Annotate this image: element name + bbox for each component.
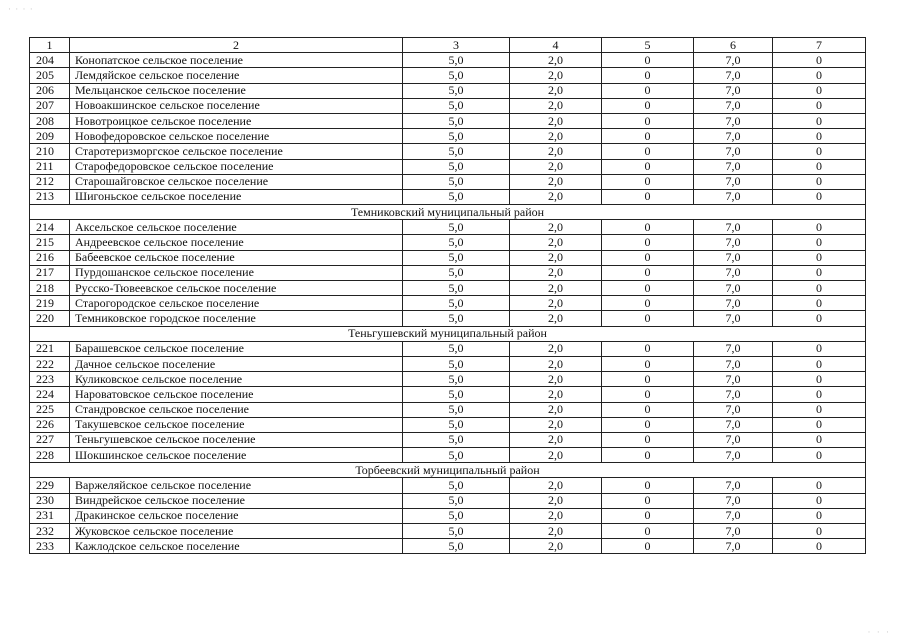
value-cell: 0 <box>602 53 694 68</box>
value-cell: 7,0 <box>694 372 773 387</box>
settlement-name: Аксельское сельское поселение <box>70 220 403 235</box>
row-number: 224 <box>30 387 70 402</box>
settlement-name: Старотеризморгское сельское поселение <box>70 144 403 159</box>
value-cell: 2,0 <box>510 68 602 83</box>
value-cell: 7,0 <box>694 341 773 356</box>
value-cell: 2,0 <box>510 53 602 68</box>
settlement-name: Куликовское сельское поселение <box>70 372 403 387</box>
value-cell: 2,0 <box>510 83 602 98</box>
value-cell: 7,0 <box>694 432 773 447</box>
value-cell: 7,0 <box>694 189 773 204</box>
value-cell: 5,0 <box>403 311 510 326</box>
table-body <box>30 53 866 554</box>
scan-mark-top: · · · · <box>8 4 34 14</box>
header-cell: 2 <box>70 38 403 53</box>
value-cell: 5,0 <box>403 417 510 432</box>
value-cell: 5,0 <box>403 341 510 356</box>
value-cell: 0 <box>773 113 866 128</box>
value-cell: 7,0 <box>694 113 773 128</box>
value-cell: 0 <box>602 387 694 402</box>
value-cell: 5,0 <box>403 448 510 463</box>
value-cell: 0 <box>773 508 866 523</box>
header-row <box>30 38 866 53</box>
value-cell: 0 <box>773 432 866 447</box>
table-row <box>30 159 866 174</box>
value-cell: 5,0 <box>403 432 510 447</box>
row-number: 211 <box>30 159 70 174</box>
value-cell: 2,0 <box>510 524 602 539</box>
settlement-name: Теньгушевское сельское поселение <box>70 432 403 447</box>
settlement-name: Конопатское сельское поселение <box>70 53 403 68</box>
row-number: 226 <box>30 417 70 432</box>
section-row <box>30 326 866 341</box>
value-cell: 2,0 <box>510 387 602 402</box>
value-cell: 2,0 <box>510 159 602 174</box>
value-cell: 0 <box>602 417 694 432</box>
value-cell: 0 <box>773 98 866 113</box>
value-cell: 5,0 <box>403 144 510 159</box>
table-row <box>30 113 866 128</box>
row-number: 221 <box>30 341 70 356</box>
header-cell: 1 <box>30 38 70 53</box>
value-cell: 0 <box>773 478 866 493</box>
value-cell: 7,0 <box>694 539 773 554</box>
value-cell: 7,0 <box>694 68 773 83</box>
table-row <box>30 417 866 432</box>
value-cell: 5,0 <box>403 493 510 508</box>
value-cell: 7,0 <box>694 508 773 523</box>
value-cell: 0 <box>602 356 694 371</box>
value-cell: 7,0 <box>694 493 773 508</box>
settlement-name: Пурдошанское сельское поселение <box>70 265 403 280</box>
row-number: 222 <box>30 356 70 371</box>
table-row <box>30 189 866 204</box>
value-cell: 7,0 <box>694 83 773 98</box>
value-cell: 2,0 <box>510 508 602 523</box>
settlement-name: Лемдяйское сельское поселение <box>70 68 403 83</box>
value-cell: 2,0 <box>510 220 602 235</box>
table-row <box>30 524 866 539</box>
settlement-name: Бабеевское сельское поселение <box>70 250 403 265</box>
value-cell: 2,0 <box>510 250 602 265</box>
value-cell: 2,0 <box>510 493 602 508</box>
settlement-name: Дракинское сельское поселение <box>70 508 403 523</box>
value-cell: 0 <box>602 189 694 204</box>
value-cell: 5,0 <box>403 235 510 250</box>
table-row <box>30 250 866 265</box>
section-title: Теньгушевский муниципальный район <box>30 326 866 341</box>
value-cell: 0 <box>602 129 694 144</box>
value-cell: 7,0 <box>694 311 773 326</box>
value-cell: 2,0 <box>510 235 602 250</box>
value-cell: 2,0 <box>510 311 602 326</box>
settlement-name: Старофедоровское сельское поселение <box>70 159 403 174</box>
value-cell: 0 <box>773 53 866 68</box>
value-cell: 5,0 <box>403 53 510 68</box>
settlement-name: Кажлодское сельское поселение <box>70 539 403 554</box>
section-title: Темниковский муниципальный район <box>30 205 866 220</box>
value-cell: 5,0 <box>403 250 510 265</box>
section-row <box>30 205 866 220</box>
settlement-name: Андреевское сельское поселение <box>70 235 403 250</box>
row-number: 232 <box>30 524 70 539</box>
table-row <box>30 265 866 280</box>
table-row <box>30 356 866 371</box>
value-cell: 0 <box>773 174 866 189</box>
value-cell: 5,0 <box>403 508 510 523</box>
value-cell: 0 <box>602 265 694 280</box>
row-number: 219 <box>30 296 70 311</box>
value-cell: 0 <box>602 508 694 523</box>
value-cell: 0 <box>773 235 866 250</box>
value-cell: 7,0 <box>694 129 773 144</box>
value-cell: 0 <box>773 341 866 356</box>
value-cell: 0 <box>602 448 694 463</box>
row-number: 218 <box>30 281 70 296</box>
settlement-name: Барашевское сельское поселение <box>70 341 403 356</box>
header-cell: 7 <box>773 38 866 53</box>
row-number: 217 <box>30 265 70 280</box>
value-cell: 2,0 <box>510 341 602 356</box>
value-cell: 0 <box>602 432 694 447</box>
value-cell: 5,0 <box>403 189 510 204</box>
value-cell: 5,0 <box>403 68 510 83</box>
table-row <box>30 235 866 250</box>
row-number: 206 <box>30 83 70 98</box>
value-cell: 0 <box>602 235 694 250</box>
table-row <box>30 402 866 417</box>
value-cell: 0 <box>602 113 694 128</box>
value-cell: 0 <box>773 356 866 371</box>
value-cell: 0 <box>602 174 694 189</box>
value-cell: 2,0 <box>510 98 602 113</box>
value-cell: 0 <box>773 83 866 98</box>
value-cell: 7,0 <box>694 250 773 265</box>
value-cell: 0 <box>602 144 694 159</box>
table-row <box>30 53 866 68</box>
header-cell: 3 <box>403 38 510 53</box>
value-cell: 5,0 <box>403 372 510 387</box>
value-cell: 5,0 <box>403 159 510 174</box>
value-cell: 0 <box>602 296 694 311</box>
value-cell: 0 <box>602 220 694 235</box>
settlement-name: Новофедоровское сельское поселение <box>70 129 403 144</box>
value-cell: 2,0 <box>510 356 602 371</box>
table-row <box>30 493 866 508</box>
value-cell: 2,0 <box>510 129 602 144</box>
value-cell: 0 <box>773 159 866 174</box>
value-cell: 0 <box>602 402 694 417</box>
row-number: 215 <box>30 235 70 250</box>
table-row <box>30 220 866 235</box>
settlement-name: Темниковское городское поселение <box>70 311 403 326</box>
table-row <box>30 296 866 311</box>
settlement-name: Шигоньское сельское поселение <box>70 189 403 204</box>
table-row <box>30 341 866 356</box>
value-cell: 7,0 <box>694 417 773 432</box>
value-cell: 2,0 <box>510 189 602 204</box>
settlement-name: Старогородское сельское поселение <box>70 296 403 311</box>
value-cell: 2,0 <box>510 144 602 159</box>
value-cell: 5,0 <box>403 83 510 98</box>
table-row <box>30 372 866 387</box>
value-cell: 5,0 <box>403 387 510 402</box>
value-cell: 0 <box>773 524 866 539</box>
value-cell: 5,0 <box>403 281 510 296</box>
row-number: 214 <box>30 220 70 235</box>
settlement-name: Виндрейское сельское поселение <box>70 493 403 508</box>
row-number: 208 <box>30 113 70 128</box>
value-cell: 5,0 <box>403 98 510 113</box>
settlement-name: Нароватовское сельское поселение <box>70 387 403 402</box>
section-title: Торбеевский муниципальный район <box>30 463 866 478</box>
value-cell: 2,0 <box>510 372 602 387</box>
settlement-name: Варжеляйское сельское поселение <box>70 478 403 493</box>
value-cell: 2,0 <box>510 281 602 296</box>
row-number: 216 <box>30 250 70 265</box>
value-cell: 5,0 <box>403 478 510 493</box>
value-cell: 7,0 <box>694 296 773 311</box>
value-cell: 0 <box>773 372 866 387</box>
settlement-name: Жуковское сельское поселение <box>70 524 403 539</box>
value-cell: 2,0 <box>510 539 602 554</box>
table-row <box>30 68 866 83</box>
value-cell: 7,0 <box>694 281 773 296</box>
value-cell: 0 <box>773 144 866 159</box>
table-row <box>30 281 866 296</box>
settlement-name: Русско-Тювеевское сельское поселение <box>70 281 403 296</box>
table-row <box>30 311 866 326</box>
value-cell: 0 <box>602 341 694 356</box>
value-cell: 5,0 <box>403 220 510 235</box>
value-cell: 5,0 <box>403 174 510 189</box>
header-cell: 4 <box>510 38 602 53</box>
value-cell: 7,0 <box>694 387 773 402</box>
value-cell: 0 <box>773 387 866 402</box>
value-cell: 0 <box>773 402 866 417</box>
value-cell: 2,0 <box>510 478 602 493</box>
value-cell: 2,0 <box>510 113 602 128</box>
row-number: 223 <box>30 372 70 387</box>
value-cell: 0 <box>602 83 694 98</box>
value-cell: 0 <box>773 129 866 144</box>
value-cell: 0 <box>773 250 866 265</box>
value-cell: 0 <box>773 417 866 432</box>
value-cell: 7,0 <box>694 220 773 235</box>
table-row <box>30 432 866 447</box>
value-cell: 0 <box>602 98 694 113</box>
value-cell: 0 <box>602 311 694 326</box>
value-cell: 5,0 <box>403 356 510 371</box>
table-row <box>30 387 866 402</box>
value-cell: 5,0 <box>403 539 510 554</box>
table-row <box>30 129 866 144</box>
value-cell: 0 <box>602 524 694 539</box>
value-cell: 2,0 <box>510 417 602 432</box>
row-number: 228 <box>30 448 70 463</box>
settlement-name: Новоакшинское сельское поселение <box>70 98 403 113</box>
row-number: 230 <box>30 493 70 508</box>
value-cell: 7,0 <box>694 356 773 371</box>
value-cell: 0 <box>773 189 866 204</box>
table-row <box>30 144 866 159</box>
row-number: 227 <box>30 432 70 447</box>
value-cell: 7,0 <box>694 402 773 417</box>
table-row <box>30 98 866 113</box>
row-number: 212 <box>30 174 70 189</box>
value-cell: 0 <box>773 68 866 83</box>
value-cell: 2,0 <box>510 448 602 463</box>
value-cell: 7,0 <box>694 53 773 68</box>
value-cell: 0 <box>602 281 694 296</box>
row-number: 207 <box>30 98 70 113</box>
table-row <box>30 448 866 463</box>
value-cell: 7,0 <box>694 478 773 493</box>
table-row <box>30 174 866 189</box>
value-cell: 7,0 <box>694 159 773 174</box>
table-row <box>30 508 866 523</box>
value-cell: 5,0 <box>403 402 510 417</box>
value-cell: 0 <box>602 250 694 265</box>
row-number: 231 <box>30 508 70 523</box>
value-cell: 2,0 <box>510 296 602 311</box>
value-cell: 0 <box>602 493 694 508</box>
scan-mark-bottom: · · · <box>867 627 891 637</box>
settlement-name: Дачное сельское поселение <box>70 356 403 371</box>
value-cell: 0 <box>773 493 866 508</box>
value-cell: 7,0 <box>694 98 773 113</box>
value-cell: 2,0 <box>510 432 602 447</box>
row-number: 225 <box>30 402 70 417</box>
value-cell: 5,0 <box>403 296 510 311</box>
value-cell: 0 <box>773 220 866 235</box>
value-cell: 2,0 <box>510 265 602 280</box>
row-number: 220 <box>30 311 70 326</box>
value-cell: 7,0 <box>694 235 773 250</box>
value-cell: 5,0 <box>403 265 510 280</box>
row-number: 210 <box>30 144 70 159</box>
section-row <box>30 463 866 478</box>
row-number: 204 <box>30 53 70 68</box>
table-row <box>30 83 866 98</box>
value-cell: 0 <box>602 68 694 83</box>
value-cell: 7,0 <box>694 144 773 159</box>
value-cell: 0 <box>602 478 694 493</box>
value-cell: 0 <box>602 372 694 387</box>
row-number: 209 <box>30 129 70 144</box>
settlement-name: Старошайговское сельское поселение <box>70 174 403 189</box>
value-cell: 0 <box>773 448 866 463</box>
value-cell: 0 <box>773 311 866 326</box>
value-cell: 0 <box>773 281 866 296</box>
row-number: 213 <box>30 189 70 204</box>
value-cell: 0 <box>602 539 694 554</box>
settlement-name: Шокшинское сельское поселение <box>70 448 403 463</box>
value-cell: 7,0 <box>694 448 773 463</box>
value-cell: 5,0 <box>403 524 510 539</box>
value-cell: 7,0 <box>694 174 773 189</box>
value-cell: 2,0 <box>510 402 602 417</box>
table-row <box>30 478 866 493</box>
value-cell: 0 <box>773 539 866 554</box>
settlement-name: Такушевское сельское поселение <box>70 417 403 432</box>
header-cell: 6 <box>694 38 773 53</box>
value-cell: 5,0 <box>403 113 510 128</box>
allocation-table <box>29 37 866 554</box>
settlement-name: Новотроицкое сельское поселение <box>70 113 403 128</box>
row-number: 233 <box>30 539 70 554</box>
settlement-name: Мельцанское сельское поселение <box>70 83 403 98</box>
value-cell: 2,0 <box>510 174 602 189</box>
value-cell: 7,0 <box>694 524 773 539</box>
value-cell: 0 <box>773 265 866 280</box>
header-cell: 5 <box>602 38 694 53</box>
row-number: 229 <box>30 478 70 493</box>
settlement-name: Стандровское сельское поселение <box>70 402 403 417</box>
value-cell: 5,0 <box>403 129 510 144</box>
value-cell: 7,0 <box>694 265 773 280</box>
table-row <box>30 539 866 554</box>
value-cell: 0 <box>602 159 694 174</box>
row-number: 205 <box>30 68 70 83</box>
value-cell: 0 <box>773 296 866 311</box>
